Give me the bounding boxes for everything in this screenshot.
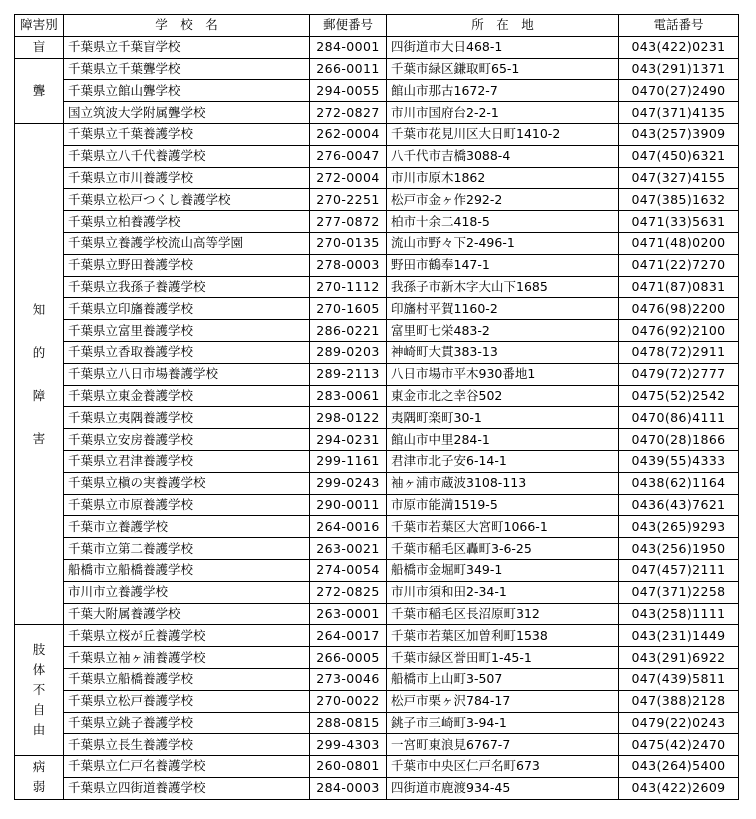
header-category: 障害別 [15,15,64,37]
address-cell: 千葉市緑区鎌取町65-1 [387,58,619,80]
phone-cell: 0470(28)1866 [619,429,739,451]
category-char: 盲 [32,39,46,55]
postal-code-cell: 299-1161 [310,450,387,472]
category-char: 知 [32,302,46,318]
table-row [15,690,739,712]
phone-cell: 0471(87)0831 [619,276,739,298]
phone-cell: 047(327)4155 [619,167,739,189]
school-name-cell: 千葉県立養護学校流山高等学園 [64,232,310,254]
postal-code-cell: 277-0872 [310,211,387,233]
school-name-cell: 千葉県立仁戸名養護学校 [64,756,310,778]
table-row [15,407,739,429]
school-name-cell: 千葉県立夷隅養護学校 [64,407,310,429]
postal-code-cell: 270-1112 [310,276,387,298]
school-name-cell: 千葉県立印旛養護学校 [64,298,310,320]
table-row [15,254,739,276]
postal-code-cell: 286-0221 [310,320,387,342]
phone-cell: 0470(27)2490 [619,80,739,102]
address-cell: 野田市鶴奉147-1 [387,254,619,276]
school-name-cell: 千葉県立四街道養護学校 [64,777,310,799]
table-row [15,516,739,538]
address-cell: 千葉市中央区仁戸名町673 [387,756,619,778]
category-char: 聾 [32,82,46,98]
address-cell: 流山市野々下2-496-1 [387,232,619,254]
phone-cell: 0438(62)1164 [619,472,739,494]
phone-cell: 0436(43)7621 [619,494,739,516]
category-char: 体 [32,662,46,678]
address-cell: 柏市十余二418-5 [387,211,619,233]
category-cell [15,123,64,624]
school-name-cell: 千葉県立香取養護学校 [64,341,310,363]
table-row [15,36,739,58]
category-char: 由 [32,722,46,738]
postal-code-cell: 276-0047 [310,145,387,167]
address-cell: 千葉市若葉区大宮町1066-1 [387,516,619,538]
category-label [15,81,63,101]
phone-cell: 047(439)5811 [619,668,739,690]
address-cell: 夷隅町楽町30-1 [387,407,619,429]
table-row [15,647,739,669]
postal-code-cell: 262-0004 [310,123,387,145]
category-char: 不 [32,682,46,698]
phone-cell: 047(371)4135 [619,102,739,124]
school-name-cell: 千葉県立八日市場養護学校 [64,363,310,385]
address-cell: 館山市那古1672-7 [387,80,619,102]
address-cell: 四街道市鹿渡934-45 [387,777,619,799]
phone-cell: 043(231)1449 [619,625,739,647]
postal-code-cell: 266-0005 [310,647,387,669]
postal-code-cell: 272-0004 [310,167,387,189]
phone-cell: 0470(86)4111 [619,407,739,429]
address-cell: 一宮町東浪見6767-7 [387,734,619,756]
table-row [15,123,739,145]
school-directory-table [14,14,739,800]
phone-cell: 043(422)2609 [619,777,739,799]
table-row [15,385,739,407]
school-name-cell: 千葉県立桜が丘養護学校 [64,625,310,647]
address-cell: 船橋市上山町3-507 [387,668,619,690]
school-name-cell: 千葉県立市川養護学校 [64,167,310,189]
table-row [15,363,739,385]
postal-code-cell: 290-0011 [310,494,387,516]
address-cell: 神崎町大貫383-13 [387,341,619,363]
school-name-cell: 千葉県立館山聾学校 [64,80,310,102]
school-name-cell: 千葉大附属養護学校 [64,603,310,625]
table-row [15,167,739,189]
postal-code-cell: 272-0827 [310,102,387,124]
postal-code-cell: 263-0001 [310,603,387,625]
table-row [15,80,739,102]
phone-cell: 043(257)3909 [619,123,739,145]
table-row [15,581,739,603]
phone-cell: 043(291)1371 [619,58,739,80]
table-row [15,276,739,298]
header-phone: 電話番号 [619,15,739,37]
table-row [15,494,739,516]
postal-code-cell: 272-0825 [310,581,387,603]
table-row [15,341,739,363]
school-name-cell: 千葉市立養護学校 [64,516,310,538]
address-cell: 船橋市金堀町349-1 [387,559,619,581]
school-name-cell: 千葉県立東金養護学校 [64,385,310,407]
phone-cell: 047(450)6321 [619,145,739,167]
table-row [15,777,739,799]
postal-code-cell: 288-0815 [310,712,387,734]
postal-code-cell: 274-0054 [310,559,387,581]
school-name-cell: 千葉県立袖ヶ浦養護学校 [64,647,310,669]
table-row [15,189,739,211]
table-row [15,734,739,756]
school-name-cell: 千葉県立市原養護学校 [64,494,310,516]
phone-cell: 0478(72)2911 [619,341,739,363]
address-cell: 富里町七栄483-2 [387,320,619,342]
table-row [15,559,739,581]
category-cell [15,625,64,756]
address-cell: 市川市須和田2-34-1 [387,581,619,603]
school-name-cell: 千葉県立千葉養護学校 [64,123,310,145]
phone-cell: 047(388)2128 [619,690,739,712]
table-row [15,232,739,254]
table-row [15,102,739,124]
table-row [15,58,739,80]
postal-code-cell: 270-0135 [310,232,387,254]
postal-code-cell: 299-0243 [310,472,387,494]
postal-code-cell: 289-0203 [310,341,387,363]
postal-code-cell: 260-0801 [310,756,387,778]
category-label [15,757,63,797]
header-address: 所 在 地 [387,15,619,37]
table-row [15,712,739,734]
school-name-cell: 千葉県立長生養護学校 [64,734,310,756]
phone-cell: 043(291)6922 [619,647,739,669]
postal-code-cell: 284-0003 [310,777,387,799]
address-cell: 印旛村平賀1160-2 [387,298,619,320]
postal-code-cell: 278-0003 [310,254,387,276]
table-row [15,538,739,560]
address-cell: 松戸市栗ヶ沢784-17 [387,690,619,712]
phone-cell: 0439(55)4333 [619,450,739,472]
postal-code-cell: 294-0055 [310,80,387,102]
phone-cell: 047(371)2258 [619,581,739,603]
address-cell: 千葉市若葉区加曽利町1538 [387,625,619,647]
phone-cell: 0476(92)2100 [619,320,739,342]
category-char: 肢 [32,642,46,658]
school-name-cell: 千葉県立船橋養護学校 [64,668,310,690]
header-school: 学 校 名 [64,15,310,37]
phone-cell: 0471(22)7270 [619,254,739,276]
school-name-cell: 千葉県立安房養護学校 [64,429,310,451]
category-cell [15,58,64,123]
address-cell: 市川市原木1862 [387,167,619,189]
category-cell [15,36,64,58]
table-row [15,429,739,451]
school-name-cell: 千葉県立我孫子養護学校 [64,276,310,298]
table-row [15,668,739,690]
address-cell: 館山市中里284-1 [387,429,619,451]
postal-code-cell: 283-0061 [310,385,387,407]
address-cell: 松戸市金ヶ作292-2 [387,189,619,211]
address-cell: 四街道市大日468-1 [387,36,619,58]
postal-code-cell: 299-4303 [310,734,387,756]
phone-cell: 0471(48)0200 [619,232,739,254]
school-name-cell: 千葉県立松戸養護学校 [64,690,310,712]
header-row [15,15,739,37]
address-cell: 千葉市花見川区大日町1410-2 [387,123,619,145]
phone-cell: 0475(52)2542 [619,385,739,407]
address-cell: 市原市能満1519-5 [387,494,619,516]
table-row [15,320,739,342]
postal-code-cell: 270-2251 [310,189,387,211]
table-row [15,145,739,167]
postal-code-cell: 289-2113 [310,363,387,385]
table-row [15,211,739,233]
address-cell: 八千代市吉橋3088-4 [387,145,619,167]
address-cell: 千葉市稲毛区長沼原町312 [387,603,619,625]
postal-code-cell: 270-1605 [310,298,387,320]
school-name-cell: 千葉市立第二養護学校 [64,538,310,560]
phone-cell: 0475(42)2470 [619,734,739,756]
phone-cell: 043(265)9293 [619,516,739,538]
school-name-cell: 国立筑波大学附属聾学校 [64,102,310,124]
table-row [15,603,739,625]
table-row [15,625,739,647]
category-char: 弱 [32,779,46,795]
address-cell: 東金市北之幸谷502 [387,385,619,407]
phone-cell: 047(385)1632 [619,189,739,211]
school-name-cell: 千葉県立柏養護学校 [64,211,310,233]
school-name-cell: 千葉県立富里養護学校 [64,320,310,342]
school-name-cell: 千葉県立千葉聾学校 [64,58,310,80]
school-name-cell: 千葉県立松戸つくし養護学校 [64,189,310,211]
school-name-cell: 市川市立養護学校 [64,581,310,603]
school-name-cell: 船橋市立船橋養護学校 [64,559,310,581]
school-name-cell: 千葉県立君津養護学校 [64,450,310,472]
phone-cell: 047(457)2111 [619,559,739,581]
category-char: 自 [32,702,46,718]
category-char: 病 [32,759,46,775]
postal-code-cell: 266-0011 [310,58,387,80]
phone-cell: 043(256)1950 [619,538,739,560]
table-body [15,36,739,799]
phone-cell: 043(264)5400 [619,756,739,778]
postal-code-cell: 264-0017 [310,625,387,647]
school-name-cell: 千葉県立野田養護学校 [64,254,310,276]
table-row [15,472,739,494]
postal-code-cell: 294-0231 [310,429,387,451]
category-char: 害 [32,431,46,447]
header-postal: 郵便番号 [310,15,387,37]
address-cell: 千葉市緑区誉田町1-45-1 [387,647,619,669]
postal-code-cell: 270-0022 [310,690,387,712]
school-name-cell: 千葉県立八千代養護学校 [64,145,310,167]
school-name-cell: 千葉県立槇の実養護学校 [64,472,310,494]
category-label [15,288,63,460]
address-cell: 袖ヶ浦市蔵波3108-113 [387,472,619,494]
postal-code-cell: 264-0016 [310,516,387,538]
address-cell: 君津市北子安6-14-1 [387,450,619,472]
phone-cell: 043(258)1111 [619,603,739,625]
phone-cell: 0471(33)5631 [619,211,739,233]
postal-code-cell: 273-0046 [310,668,387,690]
category-char: 障 [32,388,46,404]
school-name-cell: 千葉県立銚子養護学校 [64,712,310,734]
postal-code-cell: 284-0001 [310,36,387,58]
address-cell: 市川市国府台2-2-1 [387,102,619,124]
table-row [15,756,739,778]
category-label [15,37,63,57]
postal-code-cell: 263-0021 [310,538,387,560]
phone-cell: 0479(72)2777 [619,363,739,385]
table-row [15,450,739,472]
postal-code-cell: 298-0122 [310,407,387,429]
address-cell: 銚子市三崎町3-94-1 [387,712,619,734]
address-cell: 我孫子市新木字大山下1685 [387,276,619,298]
category-label [15,640,63,740]
phone-cell: 0479(22)0243 [619,712,739,734]
category-char: 的 [32,345,46,361]
school-name-cell: 千葉県立千葉盲学校 [64,36,310,58]
address-cell: 八日市場市平木930番地1 [387,363,619,385]
table-row [15,298,739,320]
phone-cell: 0476(98)2200 [619,298,739,320]
phone-cell: 043(422)0231 [619,36,739,58]
address-cell: 千葉市稲毛区轟町3-6-25 [387,538,619,560]
category-cell [15,756,64,800]
